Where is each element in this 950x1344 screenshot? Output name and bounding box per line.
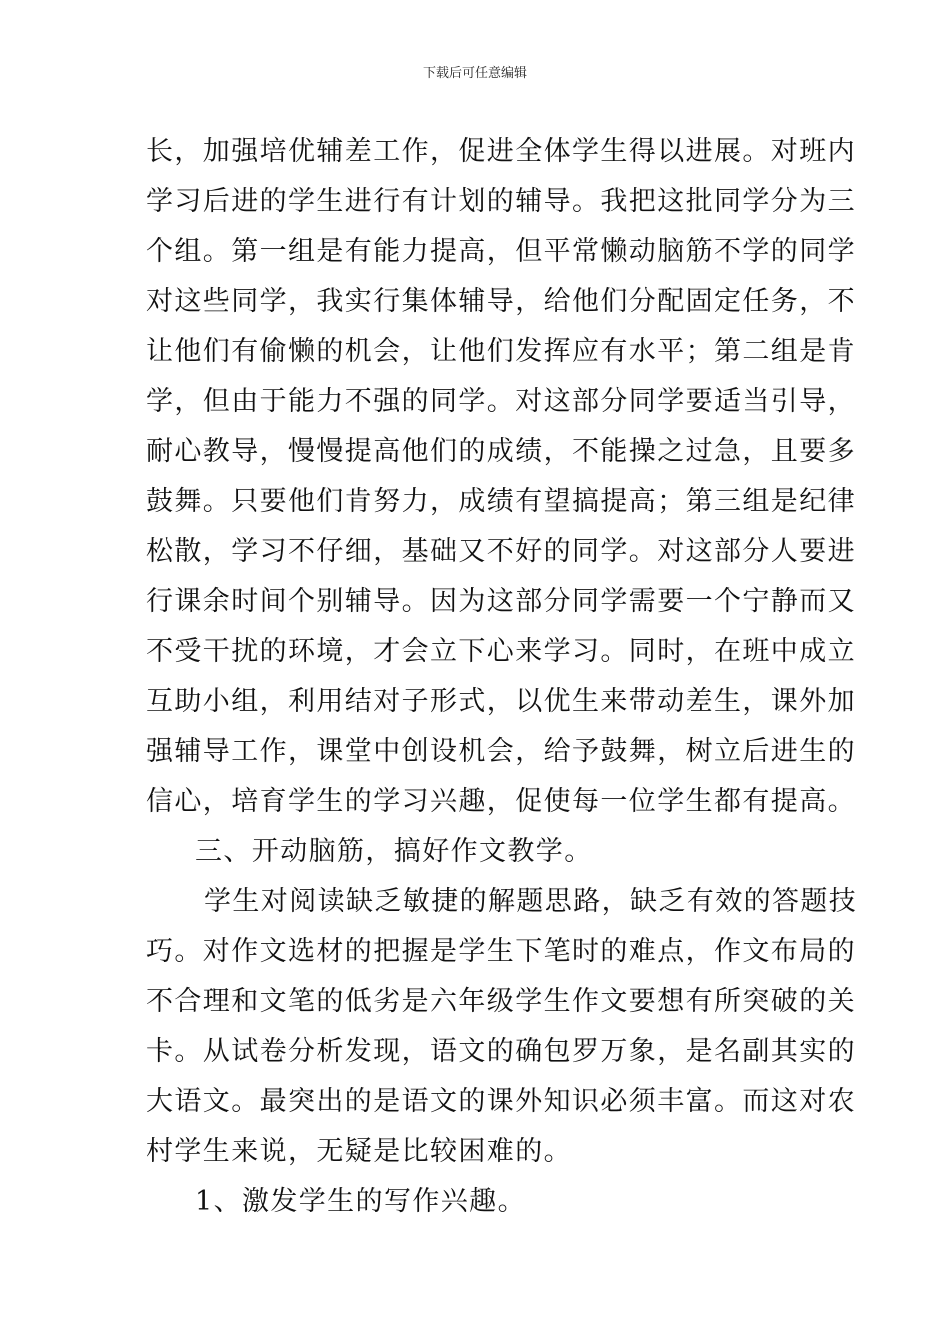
paragraph-first-line: 学生对阅读缺乏敏捷的解题思路，缺乏有效的答题技 <box>204 886 858 917</box>
text-line: 耐心教导，慢慢提高他们的成绩，不能操之过急，且要多 <box>146 436 856 467</box>
text-line: 大语文。最突出的是语文的课外知识必须丰富。而这对农 <box>146 1086 856 1117</box>
text-line: 学习后进的学生进行有计划的辅导。我把这批同学分为三 <box>146 186 856 217</box>
text-line: 鼓舞。只要他们肯努力，成绩有望搞提高；第三组是纪律 <box>146 486 856 517</box>
text-line: 学，但由于能力不强的同学。对这部分同学要适当引导， <box>146 386 856 417</box>
text-line: 长，加强培优辅差工作，促进全体学生得以进展。对班内 <box>146 136 856 167</box>
text-line: 不合理和文笔的低劣是六年级学生作文要想有所突破的关 <box>146 986 856 1017</box>
text-line: 信心，培育学生的学习兴趣，促使每一位学生都有提高。 <box>146 786 856 817</box>
text-line: 互助小组，利用结对子形式，以优生来带动差生，课外加 <box>146 686 856 717</box>
text-line: 巧。对作文选材的把握是学生下笔时的难点，作文布局的 <box>146 936 856 967</box>
text-line: 让他们有偷懒的机会，让他们发挥应有水平；第二组是肯 <box>146 336 856 367</box>
section-heading: 三、开动脑筋，搞好作文教学。 <box>195 836 593 867</box>
text-line: 松散，学习不仔细，基础又不好的同学。对这部分人要进 <box>146 536 856 567</box>
text-line: 村学生来说，无疑是比较困难的。 <box>146 1136 572 1167</box>
document-body <box>146 127 858 1227</box>
page-header-note: 下载后可任意编辑 <box>422 66 527 81</box>
text-line: 行课余时间个别辅导。因为这部分同学需要一个宁静而又 <box>146 586 856 617</box>
text-line: 强辅导工作，课堂中创设机会，给予鼓舞，树立后进生的 <box>146 736 856 767</box>
text-line: 卡。从试卷分析发现，语文的确包罗万象，是名副其实的 <box>146 1036 856 1067</box>
subsection-heading: 1、激发学生的写作兴趣。 <box>195 1186 526 1217</box>
text-line: 对这些同学，我实行集体辅导，给他们分配固定任务，不 <box>146 286 856 317</box>
text-line: 不受干扰的环境，才会立下心来学习。同时，在班中成立 <box>146 636 856 667</box>
text-line: 个组。第一组是有能力提高，但平常懒动脑筋不学的同学 <box>146 236 856 267</box>
